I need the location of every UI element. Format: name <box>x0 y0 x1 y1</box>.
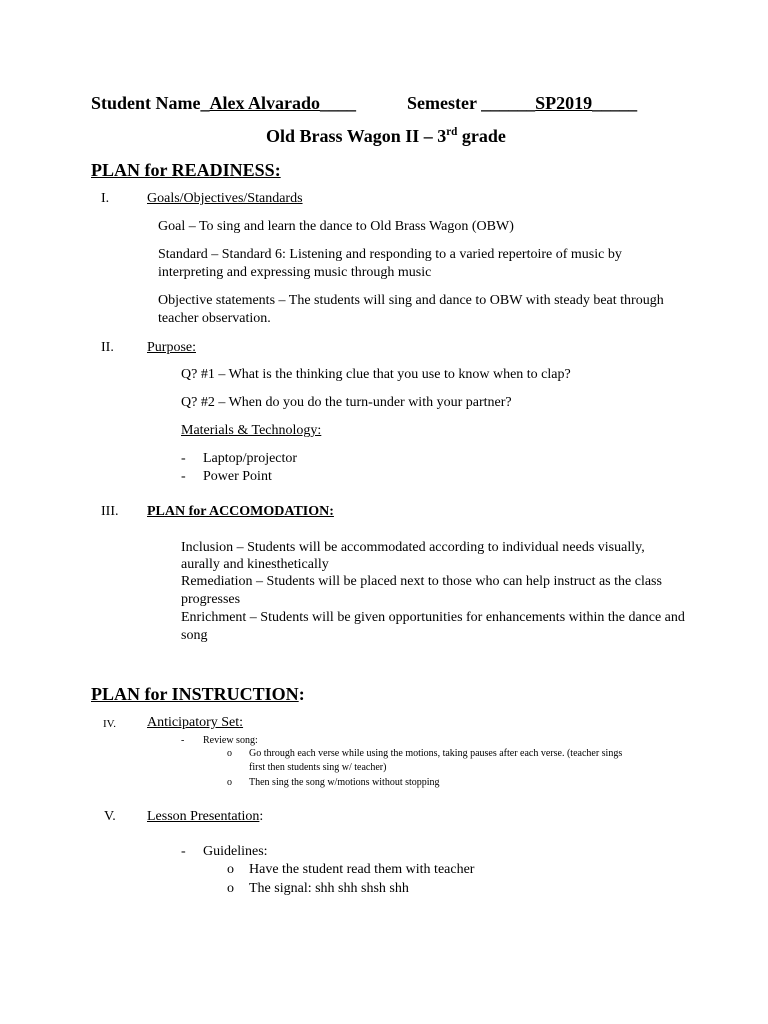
section-number-2: II. <box>101 340 114 355</box>
semester-value: SP2019 <box>535 93 593 113</box>
remediation-line2: progresses <box>181 592 241 607</box>
guidelines-dash: - <box>181 844 186 859</box>
section-title-anticipatory: Anticipatory Set: <box>147 715 244 730</box>
section-title-accomodation: PLAN for ACCOMODATION: <box>147 504 334 519</box>
review-item-2: Then sing the song w/motions without stopping <box>249 777 440 788</box>
guide-item-2: The signal: shh shh shsh shh <box>249 881 409 896</box>
section-title-goals: Goals/Objectives/Standards <box>147 191 303 206</box>
remediation-line1: Remediation – Students will be placed next to those who can help instruct as the class <box>181 574 662 589</box>
question-2: Q? #2 – When do you do the turn-under with your partner? <box>181 395 512 410</box>
review-song: Review song: <box>203 735 258 746</box>
student-name-value: Alex Alvarado <box>209 93 321 113</box>
standard-text-line2: interpreting and expressing music through music <box>158 265 432 280</box>
readiness-heading: PLAN for READINESS: <box>91 160 281 180</box>
review-circle-1: o <box>227 748 232 759</box>
guide-circle-1: o <box>227 862 234 877</box>
guidelines-label: Guidelines: <box>203 844 268 859</box>
semester-line <box>407 93 637 114</box>
standard-text-line1: Standard – Standard 6: Listening and responding to a varied repertoire of music by <box>158 247 622 262</box>
page-title: Old Brass Wagon II – 3rd grade <box>266 126 506 146</box>
section-title-purpose: Purpose: <box>147 340 196 355</box>
materials-title: Materials & Technology: <box>181 423 322 438</box>
objective-text-line2: teacher observation. <box>158 311 271 326</box>
student-name-label: Student Name_ <box>91 93 210 113</box>
material-bullet-2: - <box>181 469 186 484</box>
guide-circle-2: o <box>227 881 234 896</box>
section-number-4: IV. <box>103 718 116 730</box>
section-number-3: III. <box>101 504 119 519</box>
enrichment-line1: Enrichment – Students will be given opportunities for enhancements within the dance and <box>181 610 685 625</box>
review-dash: - <box>181 735 185 746</box>
material-item-2: Power Point <box>203 469 272 484</box>
title-superscript: rd <box>446 126 458 138</box>
material-bullet-1: - <box>181 451 186 466</box>
section-number-5: V. <box>104 809 116 824</box>
student-name-trail: ____ <box>320 93 357 113</box>
review-item-1-line2: first then students sing w/ teacher) <box>249 762 387 773</box>
inclusion-line2: aurally and kinesthetically <box>181 557 329 572</box>
student-name-line <box>91 93 356 114</box>
goal-text: Goal – To sing and learn the dance to Old Brass Wagon (OBW) <box>158 219 514 234</box>
semester-label: Semester ______ <box>407 93 536 113</box>
question-1: Q? #1 – What is the thinking clue that you use to know when to clap? <box>181 367 571 382</box>
inclusion-line1: Inclusion – Students will be accommodated according to individual needs visually, <box>181 540 645 555</box>
objective-text-line1: Objective statements – The students will sing and dance to OBW with steady beat through <box>158 293 664 308</box>
guide-item-1: Have the student read them with teacher <box>249 862 475 877</box>
instruction-heading: PLAN for INSTRUCTION: <box>91 684 305 704</box>
section-number-1: I. <box>101 191 110 206</box>
review-item-1-line1: Go through each verse while using the motions, taking pauses after each verse. (teacher sings <box>249 748 623 759</box>
enrichment-line2: song <box>181 628 208 643</box>
review-circle-2: o <box>227 777 232 788</box>
section-title-lesson: Lesson Presentation: <box>147 809 264 824</box>
material-item-1: Laptop/projector <box>203 451 298 466</box>
semester-trail: _____ <box>592 93 638 113</box>
